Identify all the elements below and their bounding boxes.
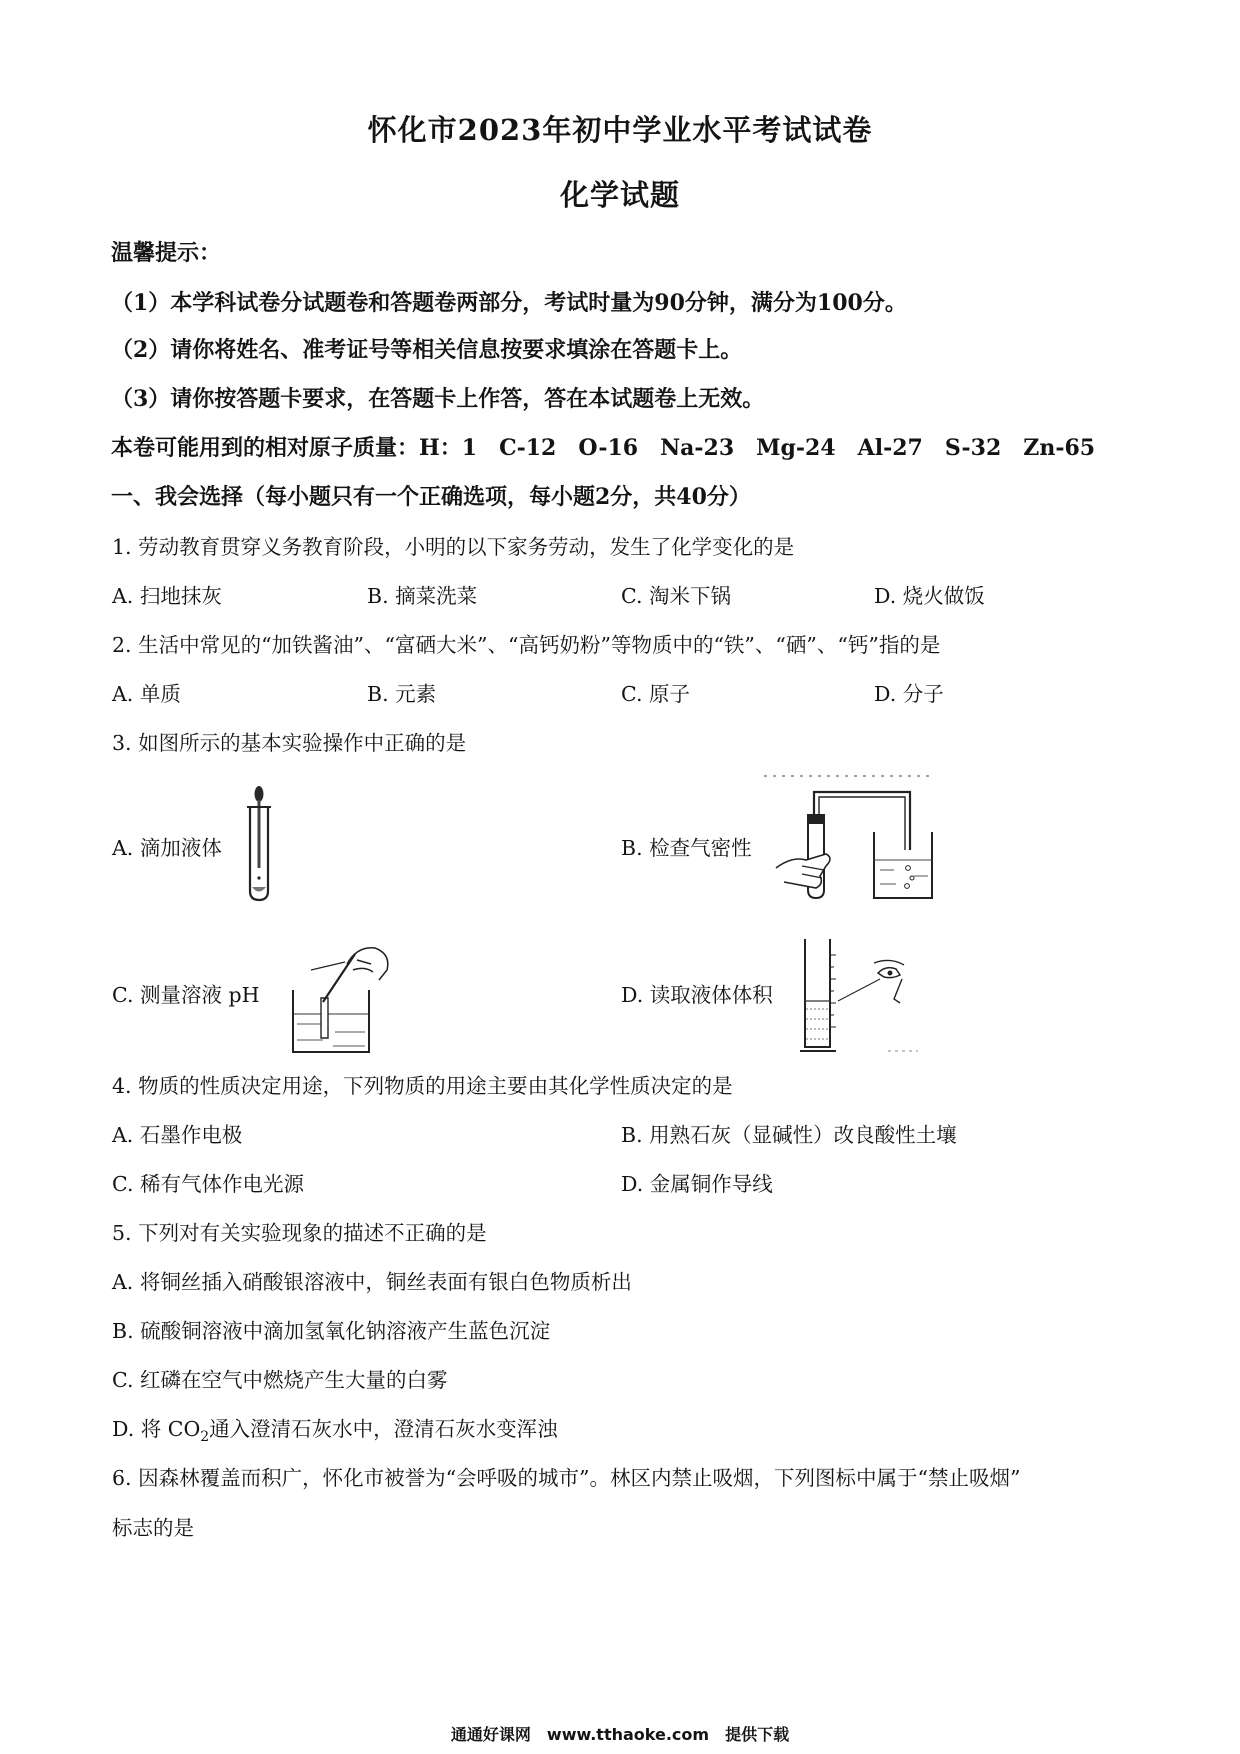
question-2-stem: 2. 生活中常见的“加铁酱油”、“富硒大米”、“高钙奶粉”等物质中的“铁”、“硒”、“钙”指的是	[112, 633, 941, 657]
q1-option-a: A. 扫地抹灰	[112, 584, 222, 608]
q4-option-a: A. 石墨作电极	[112, 1123, 243, 1147]
q2-option-b: B. 元素	[367, 682, 437, 706]
question-4-stem: 4. 物质的性质决定用途，下列物质的用途主要由其化学性质决定的是	[112, 1074, 733, 1098]
q4-option-c: C. 稀有气体作电光源	[112, 1172, 304, 1196]
ph-measurement-figure	[287, 940, 397, 1055]
question-1-stem: 1. 劳动教育贯穿义务教育阶段，小明的以下家务劳动，发生了化学变化的是	[112, 535, 795, 559]
tips-heading: 温馨提示：	[111, 240, 222, 266]
q5-option-b: B. 硫酸铜溶液中滴加氢氧化钠溶液产生蓝色沉淀	[112, 1319, 551, 1343]
q3-option-a: A. 滴加液体	[112, 836, 222, 860]
footer-download-note: 通通好课网 www.tthaoke.com 提供下载	[450, 1725, 790, 1744]
section-heading: 一、我会选择（每小题只有一个正确选项，每小题2分，共40分）	[111, 484, 751, 510]
tip-item-2: （2）请你将姓名、准考证号等相关信息按要求填涂在答题卡上。	[111, 337, 743, 363]
q2-option-d: D. 分子	[874, 682, 944, 706]
q5-option-d-suffix: 通入澄清石灰水中，澄清石灰水变浑浊	[209, 1417, 558, 1441]
q2-option-a: A. 单质	[112, 682, 181, 706]
question-5-stem: 5. 下列对有关实验现象的描述不正确的是	[112, 1221, 487, 1245]
question-6-stem-line-2: 标志的是	[112, 1516, 194, 1540]
q1-option-d: D. 烧火做饭	[874, 584, 985, 608]
reading-volume-figure	[800, 935, 930, 1060]
q4-option-d: D. 金属铜作导线	[621, 1172, 773, 1196]
question-3-stem: 3. 如图所示的基本实验操作中正确的是	[112, 731, 467, 755]
q5-option-c: C. 红磷在空气中燃烧产生大量的白雾	[112, 1368, 448, 1392]
q3-option-c: C. 测量溶液 pH	[112, 983, 260, 1007]
q2-option-c: C. 原子	[621, 682, 690, 706]
dropper-in-test-tube-figure	[240, 783, 280, 903]
q1-option-b: B. 摘菜洗菜	[367, 584, 478, 608]
q3-option-b: B. 检查气密性	[621, 836, 752, 860]
q5-option-d	[112, 1412, 558, 1445]
tip-item-1: （1）本学科试卷分试题卷和答题卷两部分，考试时量为90分钟，满分为100分。	[111, 290, 907, 316]
airtightness-check-figure	[762, 770, 937, 905]
q5-option-d-subscript: 2	[200, 1429, 210, 1446]
q5-option-d-prefix: D. 将 CO	[112, 1417, 201, 1441]
exam-title: 怀化市2023年初中学业水平考试试卷	[367, 113, 873, 147]
q3-option-d: D. 读取液体体积	[621, 983, 773, 1007]
atomic-mass-line: 本卷可能用到的相对原子质量：H：1 C-12 O-16 Na-23 Mg-24 Al-27 S-32 Zn-65	[111, 435, 1096, 461]
tip-item-3: （3）请你按答题卡要求，在答题卡上作答，答在本试题卷上无效。	[111, 386, 765, 412]
question-6-stem-line-1: 6. 因森林覆盖而积广，怀化市被誉为“会呼吸的城市”。林区内禁止吸烟，下列图标中属于“禁止吸烟”	[112, 1466, 1021, 1490]
q4-option-b: B. 用熟石灰（显碱性）改良酸性土壤	[621, 1123, 957, 1147]
q5-option-a: A. 将铜丝插入硝酸银溶液中，铜丝表面有银白色物质析出	[112, 1270, 632, 1294]
q1-option-c: C. 淘米下锅	[621, 584, 731, 608]
exam-subtitle: 化学试题	[559, 178, 680, 212]
